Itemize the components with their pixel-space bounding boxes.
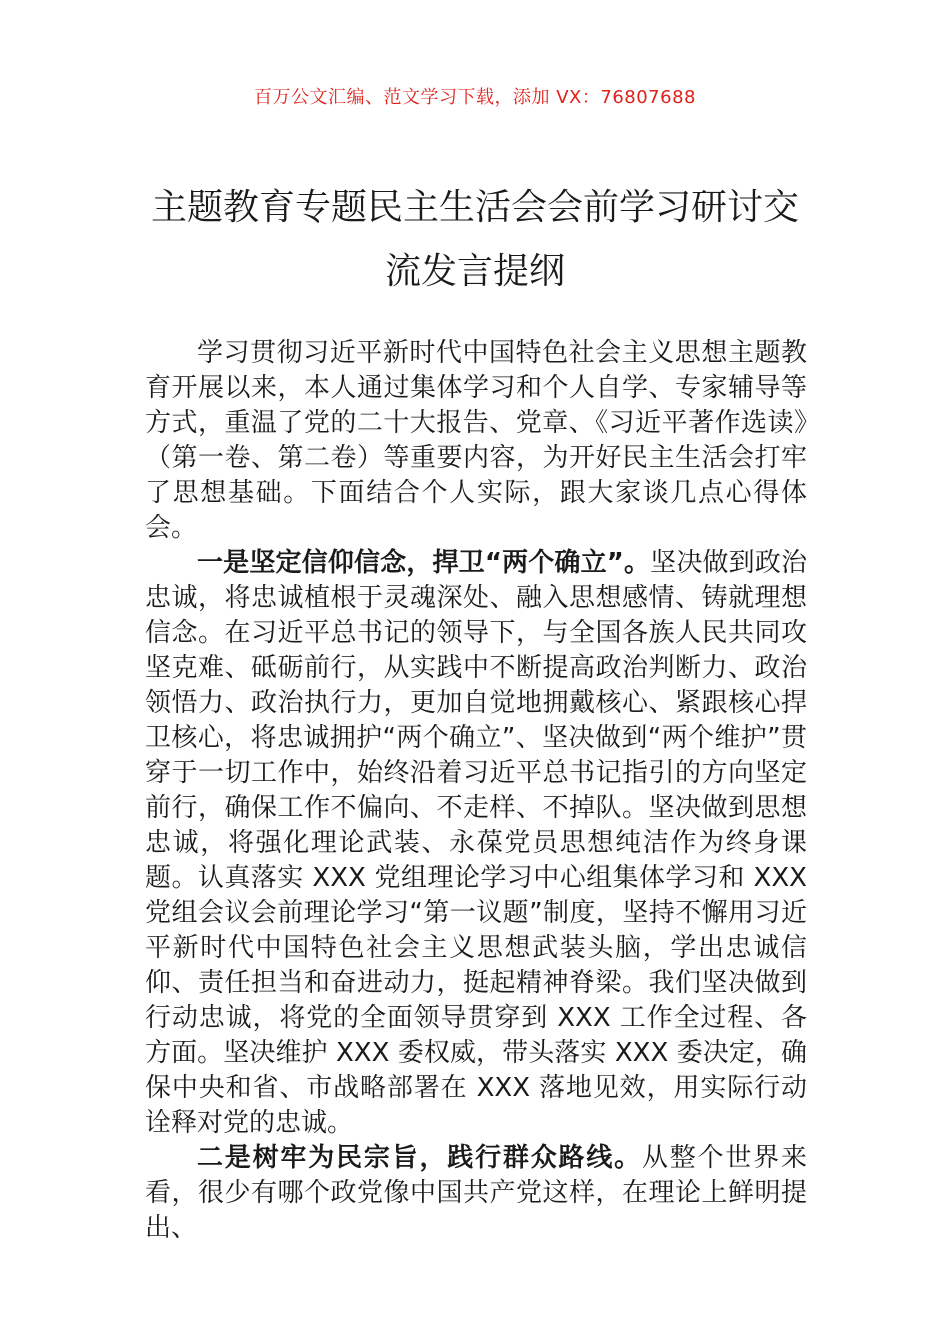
paragraph-lead: 一是坚定信仰信念，捍卫“两个确立”。: [197, 548, 651, 578]
paragraph-point-one: [145, 546, 807, 1141]
header-note: 百万公文汇编、范文学习下载，添加 VX：76807688: [254, 87, 696, 108]
paragraph-text: 学习贯彻习近平新时代中国特色社会主义思想主题教育开展以来，本人通过集体学习和个人自学、专家辅导等方式，重温了党的二十大报告、党章、《习近平著作选读》（第一卷、第二卷）等重要内容，为开好民主生活会打牢了思想基础。下面结合个人实际，跟大家谈几点心得体会。: [145, 338, 807, 543]
paragraph-lead: 二是树牢为民宗旨，践行群众路线。: [197, 1143, 642, 1173]
paragraph-text: 坚决做到政治忠诚，将忠诚植根于灵魂深处、融入思想感情、铸就理想信念。在习近平总书记的领导下，与全国各族人民共同攻坚克难、砥砺前行，从实践中不断提高政治判断力、政治领悟力、政治执行力，更加自觉地拥戴核心、紧跟核心捍卫核心，将忠诚拥护“两个确立”、坚决做到“两个维护”贯穿于一切工作中，始终沿着习近平总书记指引的方向坚定前行，确保工作不偏向、不走样、不掉队。坚决做到思想忠诚，将强化理论武装、永葆党员思想纯洁作为终身课题。认真落实 XXX 党组理论学习中心组集体学习和 XXX 党组会议会前理论学习“第一议题”制度，坚持不懈用习近平新时代中国特色社会主义思想武装头脑，学出忠诚信仰、责任担当和奋进动力，挺起精神脊梁。我们坚决做到行动忠诚，将党的全面领导贯穿到 XXX 工作全过程、各方面。坚决维护 XXX 委权威，带头落实 XXX 委决定，确保中央和省、市战略部署在 XXX 落地见效，用实际行动诠释对党的忠诚。: [145, 548, 807, 1138]
document-title: 主题教育专题民主生活会会前学习研讨交流发言提纲: [150, 187, 799, 292]
paragraph-text: 从整个世界来看，很少有哪个政党像中国共产党这样，在理论上鲜明提出、: [145, 1143, 807, 1243]
paragraph-intro: [145, 336, 807, 546]
paragraph-point-two: [145, 1141, 807, 1246]
document-body: [145, 336, 807, 1246]
